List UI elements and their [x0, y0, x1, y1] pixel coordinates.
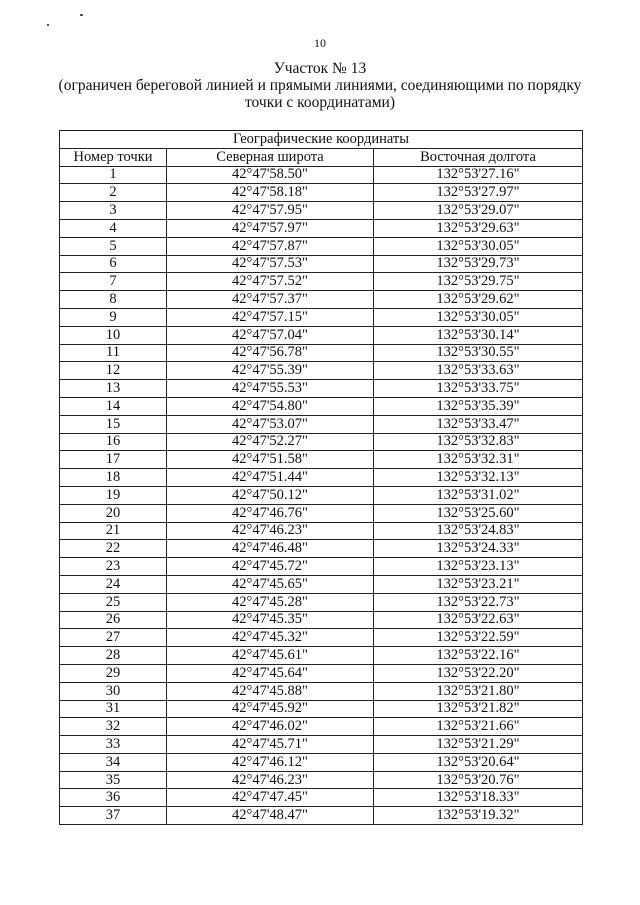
longitude-cell: 132°53'27.16" — [374, 166, 583, 184]
longitude-cell: 132°53'29.07" — [374, 202, 583, 220]
table-row — [60, 540, 583, 558]
longitude-cell: 132°53'35.39" — [374, 397, 583, 415]
longitude-cell: 132°53'21.80" — [374, 682, 583, 700]
point-number-cell: 12 — [60, 362, 167, 380]
longitude-cell: 132°53'30.05" — [374, 237, 583, 255]
longitude-cell: 132°53'20.64" — [374, 753, 583, 771]
table-row — [60, 593, 583, 611]
column-header-latitude: Северная широта — [167, 148, 374, 166]
latitude-cell: 42°47'45.32" — [167, 629, 374, 647]
table-row — [60, 718, 583, 736]
longitude-cell: 132°53'18.33" — [374, 789, 583, 807]
table-row — [60, 291, 583, 309]
latitude-cell: 42°47'46.48" — [167, 540, 374, 558]
column-header-point-number: Номер точки — [60, 148, 167, 166]
latitude-cell: 42°47'45.88" — [167, 682, 374, 700]
table-row — [60, 433, 583, 451]
latitude-cell: 42°47'45.65" — [167, 575, 374, 593]
latitude-cell: 42°47'45.64" — [167, 664, 374, 682]
longitude-cell: 132°53'29.63" — [374, 219, 583, 237]
point-number-cell: 1 — [60, 166, 167, 184]
latitude-cell: 42°47'45.72" — [167, 558, 374, 576]
latitude-cell: 42°47'57.95" — [167, 202, 374, 220]
point-number-cell: 35 — [60, 771, 167, 789]
point-number-cell: 9 — [60, 308, 167, 326]
latitude-cell: 42°47'57.52" — [167, 273, 374, 291]
table-row — [60, 611, 583, 629]
longitude-cell: 132°53'30.05" — [374, 308, 583, 326]
latitude-cell: 42°47'45.35" — [167, 611, 374, 629]
column-header-longitude: Восточная долгота — [374, 148, 583, 166]
table-row — [60, 771, 583, 789]
table-row — [60, 736, 583, 754]
latitude-cell: 42°47'46.23" — [167, 522, 374, 540]
point-number-cell: 19 — [60, 486, 167, 504]
longitude-cell: 132°53'32.13" — [374, 469, 583, 487]
point-number-cell: 18 — [60, 469, 167, 487]
latitude-cell: 42°47'53.07" — [167, 415, 374, 433]
longitude-cell: 132°53'19.32" — [374, 807, 583, 825]
coordinates-table — [59, 130, 583, 825]
table-row — [60, 184, 583, 202]
section-title: Участок № 13 — [273, 60, 367, 77]
longitude-cell: 132°53'29.75" — [374, 273, 583, 291]
point-number-cell: 27 — [60, 629, 167, 647]
latitude-cell: 42°47'46.23" — [167, 771, 374, 789]
table-row — [60, 326, 583, 344]
table-body — [60, 166, 583, 824]
latitude-cell: 42°47'45.61" — [167, 647, 374, 665]
table-row — [60, 575, 583, 593]
latitude-cell: 42°47'54.80" — [167, 397, 374, 415]
longitude-cell: 132°53'20.76" — [374, 771, 583, 789]
latitude-cell: 42°47'57.97" — [167, 219, 374, 237]
latitude-cell: 42°47'56.78" — [167, 344, 374, 362]
table-row — [60, 753, 583, 771]
longitude-cell: 132°53'32.31" — [374, 451, 583, 469]
longitude-cell: 132°53'29.62" — [374, 291, 583, 309]
table-row — [60, 629, 583, 647]
table-row — [60, 486, 583, 504]
page-number: 10 — [314, 36, 326, 50]
point-number-cell: 17 — [60, 451, 167, 469]
point-number-cell: 25 — [60, 593, 167, 611]
longitude-cell: 132°53'30.55" — [374, 344, 583, 362]
latitude-cell: 42°47'55.53" — [167, 380, 374, 398]
latitude-cell: 42°47'46.12" — [167, 753, 374, 771]
longitude-cell: 132°53'27.97" — [374, 184, 583, 202]
table-row — [60, 504, 583, 522]
longitude-cell: 132°53'33.75" — [374, 380, 583, 398]
longitude-cell: 132°53'24.83" — [374, 522, 583, 540]
table-header-row — [60, 148, 583, 166]
longitude-cell: 132°53'22.59" — [374, 629, 583, 647]
point-number-cell: 14 — [60, 397, 167, 415]
latitude-cell: 42°47'45.92" — [167, 700, 374, 718]
longitude-cell: 132°53'22.20" — [374, 664, 583, 682]
longitude-cell: 132°53'23.13" — [374, 558, 583, 576]
table-row — [60, 682, 583, 700]
latitude-cell: 42°47'45.28" — [167, 593, 374, 611]
point-number-cell: 3 — [60, 202, 167, 220]
point-number-cell: 32 — [60, 718, 167, 736]
latitude-cell: 42°47'55.39" — [167, 362, 374, 380]
point-number-cell: 33 — [60, 736, 167, 754]
longitude-cell: 132°53'25.60" — [374, 504, 583, 522]
table-row — [60, 219, 583, 237]
longitude-cell: 132°53'33.63" — [374, 362, 583, 380]
point-number-cell: 4 — [60, 219, 167, 237]
longitude-cell: 132°53'21.66" — [374, 718, 583, 736]
latitude-cell: 42°47'58.18" — [167, 184, 374, 202]
point-number-cell: 34 — [60, 753, 167, 771]
point-number-cell: 31 — [60, 700, 167, 718]
point-number-cell: 2 — [60, 184, 167, 202]
latitude-cell: 42°47'51.58" — [167, 451, 374, 469]
point-number-cell: 24 — [60, 575, 167, 593]
longitude-cell: 132°53'30.14" — [374, 326, 583, 344]
latitude-cell: 42°47'57.37" — [167, 291, 374, 309]
section-subtitle-line-2: точки с координатами) — [244, 94, 396, 111]
point-number-cell: 21 — [60, 522, 167, 540]
point-number-cell: 8 — [60, 291, 167, 309]
longitude-cell: 132°53'23.21" — [374, 575, 583, 593]
longitude-cell: 132°53'24.33" — [374, 540, 583, 558]
table-row — [60, 789, 583, 807]
table-row — [60, 451, 583, 469]
table-row — [60, 469, 583, 487]
point-number-cell: 29 — [60, 664, 167, 682]
latitude-cell: 42°47'51.44" — [167, 469, 374, 487]
table-row — [60, 308, 583, 326]
point-number-cell: 16 — [60, 433, 167, 451]
table-row — [60, 202, 583, 220]
point-number-cell: 23 — [60, 558, 167, 576]
point-number-cell: 10 — [60, 326, 167, 344]
table-row — [60, 558, 583, 576]
table-row — [60, 522, 583, 540]
point-number-cell: 20 — [60, 504, 167, 522]
longitude-cell: 132°53'33.47" — [374, 415, 583, 433]
group-header: Географические координаты — [60, 131, 583, 149]
latitude-cell: 42°47'48.47" — [167, 807, 374, 825]
point-number-cell: 6 — [60, 255, 167, 273]
table-row — [60, 807, 583, 825]
longitude-cell: 132°53'22.73" — [374, 593, 583, 611]
latitude-cell: 42°47'57.04" — [167, 326, 374, 344]
table-row — [60, 380, 583, 398]
point-number-cell: 7 — [60, 273, 167, 291]
table-row — [60, 700, 583, 718]
document-heading — [40, 60, 600, 111]
table-group-header-row — [60, 131, 583, 149]
latitude-cell: 42°47'57.87" — [167, 237, 374, 255]
table-row — [60, 255, 583, 273]
latitude-cell: 42°47'45.71" — [167, 736, 374, 754]
latitude-cell: 42°47'46.76" — [167, 504, 374, 522]
longitude-cell: 132°53'29.73" — [374, 255, 583, 273]
point-number-cell: 22 — [60, 540, 167, 558]
latitude-cell: 42°47'47.45" — [167, 789, 374, 807]
latitude-cell: 42°47'46.02" — [167, 718, 374, 736]
point-number-cell: 5 — [60, 237, 167, 255]
table-row — [60, 415, 583, 433]
point-number-cell: 11 — [60, 344, 167, 362]
longitude-cell: 132°53'32.83" — [374, 433, 583, 451]
latitude-cell: 42°47'52.27" — [167, 433, 374, 451]
table-row — [60, 664, 583, 682]
latitude-cell: 42°47'57.15" — [167, 308, 374, 326]
point-number-cell: 36 — [60, 789, 167, 807]
table-row — [60, 166, 583, 184]
longitude-cell: 132°53'21.29" — [374, 736, 583, 754]
table-row — [60, 344, 583, 362]
longitude-cell: 132°53'21.82" — [374, 700, 583, 718]
table-row — [60, 237, 583, 255]
table-row — [60, 362, 583, 380]
section-subtitle-line-1: (ограничен береговой линией и прямыми линиями, соединяющими по порядку — [58, 77, 582, 94]
point-number-cell: 30 — [60, 682, 167, 700]
scan-speck — [47, 24, 49, 26]
point-number-cell: 37 — [60, 807, 167, 825]
point-number-cell: 26 — [60, 611, 167, 629]
point-number-cell: 28 — [60, 647, 167, 665]
latitude-cell: 42°47'58.50" — [167, 166, 374, 184]
latitude-cell: 42°47'57.53" — [167, 255, 374, 273]
table-row — [60, 273, 583, 291]
table-row — [60, 647, 583, 665]
latitude-cell: 42°47'50.12" — [167, 486, 374, 504]
table-row — [60, 397, 583, 415]
scan-speck — [80, 14, 83, 16]
longitude-cell: 132°53'22.63" — [374, 611, 583, 629]
longitude-cell: 132°53'31.02" — [374, 486, 583, 504]
longitude-cell: 132°53'22.16" — [374, 647, 583, 665]
point-number-cell: 13 — [60, 380, 167, 398]
point-number-cell: 15 — [60, 415, 167, 433]
